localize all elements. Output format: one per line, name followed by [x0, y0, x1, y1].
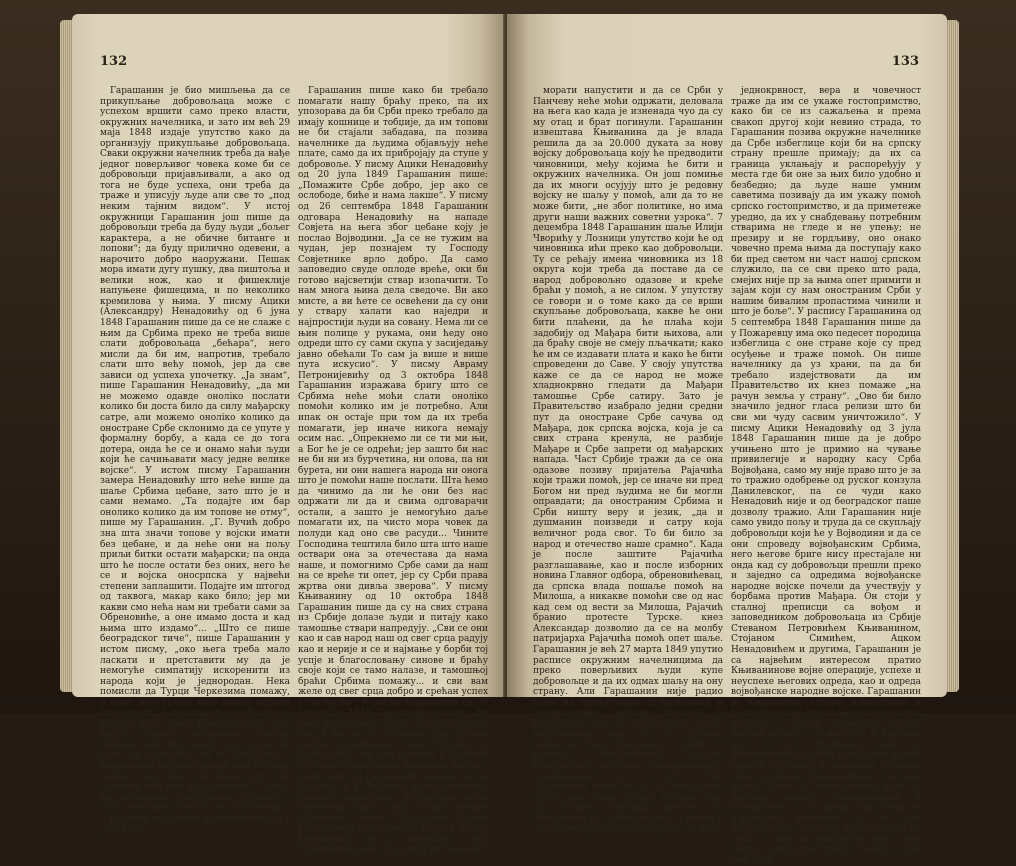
left-page	[72, 14, 505, 856]
right-page-edges	[947, 20, 959, 692]
left-page-edges	[60, 20, 72, 692]
paragraph: једнокрвност, вера и човечност траже да им се укаже гостопримство, како би се из сажаљења и према свакоп другој који невино страда, то Гарашанин позива окружне начелнике да Србе избеглице који би на српску страну прешле примају; да их са граница уклањају и распоређују у места где би оне за њих било удобно и безбедно; да људе наше умним саветима позивају да им укажу помоћ српско гостопримство, и да приметеже уредно, да их у снабдевању потребним стварима не гледе и не упењу; не презиру и не гордљиву, оно онако човечно према њима да поступају како би пред светом ни част нашој српском служило, па се сви преко што рада, смејих није пр за њима опет примити и зајам који су нам оностраним Срби у нашим бивалим пропастима чинили и што је боље“. У распису Гарашанина од 5 септембра 1848 Гарашанин пише да у Пожаревцу има око педесет породица избеглица с оне стране које су пред осуђење и траже помоћ. Он пише начелнику да уз храни, па да би требало издејствовати да им Правитељство их кнез помаже „на рачун земља у страну“. „Ово би било значило једног гласа релизи што би сви ми чуду сасвим уничтожило“. У писму Ацики Ненадовићу од 3 јула 1848 Гарашанин пише да је добро учињено што је примио на чување привилегије и народну касу Срба Војвођана, само му није право што је за то тражио одобрење од руског конзула Данилевског, па се чуди како Ненадовић није и од београдског паше дозволу тражио. Али Гарашанин није само увидо пољу и труда да се скупљају добровољци који ће у Војводини и да се они спроведу војвођанским Србима, него његове бриге нису престајале ни онда кад су добровољци прешли преко и заједно са одредима војвођанске народне војске почели да учествују у борбама против Мађара. Он стоји у сталној преписци са вођом и заповедником добровољаца из Србије Стеваном Петровићем Књиванином, Стојаном Симићем, Ацком Ненадовићем и другима, Гарашанин је са највећим интересом пратио Књиванинове војне операције, успехе и неуспехе његових одреда, као и одреда војвођанске народне војске. Гарашанин је Књиванина стално извештавао и радостима које су код њега лично и код народа у Србији изазивали успеси његове војске, а о жалости и бригама које су их обузимали када су Књиванинови одреди и народна војска трпели неуспехе и западали у тешке војне положаје. Гарашанин је исто тако водио бригу о оностранима које су претале линију Књиванинових и извештавао га о њима, при чему је изражавао мишљење да би сарт Књиванинова значила највећи удар не само за његове пријатеље, него, пре свега, за народну ствар о којој су сви они води	[731, 86, 921, 866]
paragraph: Гарашанин је био мишљења да се прикупљање добровољаца може с успехом вршити само преко власти, окружних начелника, и зато им већ 29 маја 1848 издаје упутство како да организују прикупљање добровољаца. Сваки окружни начелник треба да нађе једног поверљивог човека коме би се добровољци пријављивали, а ако од тога не буде успеха, они треба да траже и уписују људе али све то „под неким тајним видом“. У истој окружници Гарашанин још пише да добровољци треба да буду људи „бољег карактера, а не обичне битанге и лопови“; да буду прилично одевени, а нарочито добро наоружани. Пешак мора имати дугу пушку, два пиштоља и велики нож, као и фишеклије напуњене фишецима, и по неколико кремилова у њима. У писму Ацики (Александру) Ненадовићу од 6 јуна 1848 Гарашанин пише да се не слаже с њим да Србима преко не треба више слати добровољаца „бећара“, него мисли да би им, напротив, требало слати што већу помоћ, јер да све зависи од успеха упочетку. „Ја знам“, пише Гарашанин Ненадовићу, „да ми не можемо одавде оноліко послати колико би доста било да силу мађарску сатре, али можемо оноліко колико да оностране Србе склонимо да се упуте у формалну борбу, а када се до тога дотера, онда ће се и онамо наћи људи који ће сачињавати масу једне велике војске“. У истом писму Гарашанин замера Ненадовићу што неће више да шаље Србима цебане, зато што је и сами немамо. „Та подајте им бар онолико колико да им топове не отму“, пише му Гарашанин. „Г. Вучић добро зна шта значи топове у војски имати без цебане, и да неће они на пољу приљи битки остати мађарски; па онда што ће после остати без оних, него ће се и војска оносрпска у највећи степени заплашити. Подајте им штогод од таквога, макар како било; јер ми какви смо нећа нам ни требати сами за Обреновиће, а оне имамо доста и кад њима што издамо“... „Што се пише београдског тиче“, пише Гарашанин у истом писму, „око њега треба мало ласкати и претставити му да је немогуће симпатију искоренити из народа који је једнородан. Нека помисли да Турци Черкезима помажу, и опет зато Порта није никад морала одговарати. У противном ако би му се казати да и сама Правитељство има доста узрока негодовати против Мађара, који веру нашу гази, а кад би нам цар дозволио, ми би због тога с формалном војском против њих Мађара пошли; али овако ми ћемо само ову слушати што нам цар заповеда... Боже, дај избављење оностраним Србима, а то ће бити ако их ми мало угосовљено“. У расписи окружним начелницима од 1 јула 1848	[100, 86, 290, 835]
page-number: 133	[891, 54, 919, 69]
text-column	[298, 86, 488, 856]
text-column	[100, 86, 290, 835]
paragraph: Гарашанин пише како би требало помагати нашу браћу преко, па их упозорава да би Срби преко требало да имају кошнице и тобџије, да им топови не би стајали забадава, па позива начелнике да људима објављују неће плате, само да их прибројају да ступе у добровоље. У писму Ацики Ненадовићу од 20 јула 1849 Гарашанин пише: „Помажите Србе добро, јер ако се ослободе, биће и нама лакше“. У писму од 26 септембра 1848 Гарашанин одговара Ненадовићу на нападе Совјета на њега због цебане коју је послао Војводини. „Ја се не тужим на чудан, јер познајем ту Господу Совјетнике врло добро. Да само заповедио свуде оплоде вреће, оки би готово најсветији ствар изопачити. То нам многа њина дела сведоче. Ви ако мисте, а ви ћете се освећени да су они у ствару халати као наједри и најпростији људи на совану. Нема ли се њин полице у рукама, они ћеду оно одреди што су сами скупа у засиједању јавно обећали То сам ја више и више пута искусио“. У писму Авраму Петронијевићу од 3 октобра 1848 Гарашанин изражава бригу што се Србима неће моћи слати оноліко помоћи колико им је потребно. Али ипак он остаје при том да их треба помагати, јер иначе никога немају осим нас. „Опрекнемо ли се ти ми њи, а Бог ће је се одрећи; јер зашто би нас не би ни из бурчетина, ни олова, па ни бурета, ни они нашега народа ни онога што је помоћи наше послати. Шта ћемо да чинимо да ли ће они без нас одржати ли да и свима одговарачи остали, а зашто је немогућно даље помагати их, па чисто мора човек да полуди кад оно све расуди... Чините Господина тештила било шта што наше оствари она за отечестава да нама наше, и помогнимо Србе сами да наш на се вреће ти опет, јер су Срби права жртва они дивља зверова“. У писму Књиванину од 10 октобра 1848 Гарашанин пише да су на свих страна из Србије долазе људи и питају како тамошње ствари напредују. „Сви се они као и сав народ наш од свег срца радују као и нерије и се и најмање у борби тој успје и благословању синове и браћу своје који се тамо налазе, и тамошњој браћи Србима помажу... и сви вам желе од свег срца добро и срећан успех у тој борби“. У писму Књиванину од 30 новембра 1848 Гарашанин пише: „Ви тако испуњавате једну жудност за све нас, а ако ви са осталима једу у неки нашим управнењем тамо оставите ту браћу онда сви сун прошли и бадиава не бити толике наше досадање жртве“. Једно чему је Гарашанин замерао јесте то што се у борбама преко муниција нештиће располана. „Ја мислим да ни Борђоније битка није толико цебане строшила“, пише Гарашанин Ацики Ненадовићу 9 септембра 1848. У писму Књиванину од 2 децембра 1848 Гарашанин пише да је вест да ће Банат	[298, 86, 488, 856]
page-number: 132	[100, 54, 128, 69]
right-page	[507, 14, 947, 866]
text-column	[533, 86, 723, 835]
text-column	[731, 86, 921, 866]
paragraph: морати напустити и да се Срби у Панчеву неће моћи одржати, деловала на њега као када је изненада чуо да су му отац и брат погинули. Гарашанин извештава Књиванина да је влада решила да за 20.000 дуката за нову војску добровољаца коју ће предводити чиновници, међу којима ће бити и окружних начелника. Он још помиње да их многи осујују што је редовну војску не шаљу у помоћ, али да то не може бити, „не због политике, но има други наши важних советни узрока“. 7 децембра 1848 Гарашанин шаље Илији Чворићу у Лозници упутство који ће од чиновника ићи преко као добровољци. Ту се рећају имена чиновника из 18 округа који треба да поставе да се народ добровољно одазове и креће браћи у помоћ, а не силом. У упутству се говори и о томе како да се врши скупљање добровољаца, какве ће они бити плаћени, да ће плаћа који задобију од Мађара бити њихова, али да браћу своје не смеју пљачкати; како ће им се издавати плата и како ће бити спроведени до Саве. У своју упутства каже се да се народ не може хладнокрвно гледати да Мађари тамошње Србе сатиру. Зато је Правитељство изабрало једни средни пут да оностране Србе сачува од Мађара, док српска војска, која је са свих страна кренула, не разбије Мађаре и Србе запрети од мађарских напада. Част Србије тражи да се она одазове позиву пријатеља Рајачића који тражи помоћ, јер се иначе ни пред Богом ни пред људима не би могли оправдати; да оностраним Србима и Срби ништу веру и језик, „да и душманин поизведи и сатру која величног рода свог. То би било за народ и отечество наше срамно“. Када је после заштите Рајачића разглашавање, као и после изборних новина Главног одбора, обреновићевац, да српска влада пошаље помоћ на Милоша, а никакве помоћи све од нас кад сем од вести за Милоша, Рајачић бранио протесте Турске. кнез Александар дозволио да се на молбу патријарха Рајачића помоћ опет шаље. Гарашанин је већ 27 марта 1849 упутио расписе окружним начелницима да преко поверљивих људи купе добровољце и да их одмах шаљу на ону страну. Али Гарашанин није радио само на прикупљању добровољаца и организовању њихове прелаза у Војводину, него је и указивао помоћ избеглицама који су се испред мађарског беса спасавали у Србију. У распису начелницима округа београдског, шабачког, смедеревског и пожаревачког од 3 јула 1848 Гарашанин пише да су од оностраних Срба, који беже испред Мађара, око две стотине породица прешле код Митровице на српску страну, а многи и са других страна беже у Србију. И како	[533, 86, 723, 835]
